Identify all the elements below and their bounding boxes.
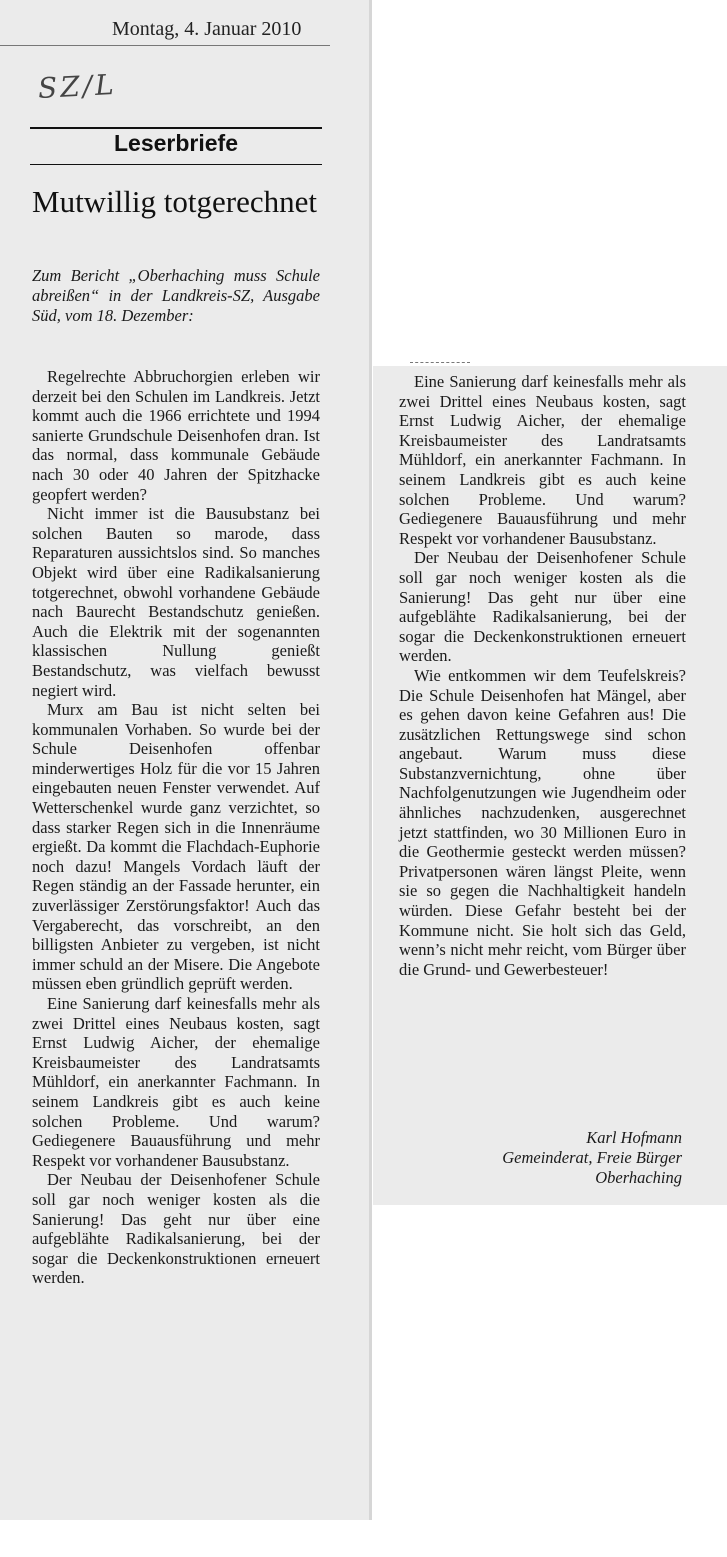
- article-column-left: [32, 367, 320, 1288]
- publication-date: Montag, 4. Januar 2010: [112, 18, 302, 40]
- author-name: Karl Hofmann: [586, 1128, 682, 1147]
- letter-signature: [399, 1128, 682, 1188]
- author-role: Gemeinderat, Freie Bürger: [502, 1148, 682, 1167]
- paragraph: Eine Sanierung darf keinesfalls mehr als zwei Drittel eines Neubaus kosten, sagt Ernst Ludwig Aicher, der ehemalige Kreisbaumeister des Landratsamts Mühldorf, ein anerkannter Fachmann. In seinem Landkreis gibt es auch keine solchen Probleme. Und warum? Gediegenere Bauausführung und mehr Respekt vor vorhandener Bausubstanz.: [32, 994, 320, 1170]
- article-column-right: [399, 372, 686, 979]
- section-title: Leserbriefe: [113, 130, 238, 156]
- paragraph: Murx am Bau ist nicht selten bei kommunalen Vorhaben. So wurde bei der Schule Deisenhofen offenbar minderwertiges Holz für die vor 15 Jahren eingebauten neuen Fenster verwendet. Auf Wetterschenkel wurde ganz verzichtet, so dass starker Regen sich in die Innenräume ergießt. Da kommt die Flachdach-Euphorie noch dazu! Mangels Vordach läuft der Regen ständig an der Fassade herunter, ein zuverlässiger Zerstörungsfaktor! Auch das Vergaberecht, das vorschreibt, an den billigsten Anbieter zu vergeben, ist nicht immer schuld an der Misere. Die Angebote müssen eben gründlich geprüft werden.: [32, 700, 320, 994]
- section-rule-bottom: [30, 164, 322, 165]
- handwritten-note: SZ/L: [37, 67, 118, 106]
- clipping-edge: [369, 0, 372, 1520]
- cut-line: [410, 362, 470, 366]
- paragraph: Wie entkommen wir dem Teufelskreis? Die Schule Deisenhofen hat Mängel, aber es gehen davon keine Gefahren aus! Die zusätzlichen Rettungswege sind schon angebaut. Warum muss diese Substanzvernichtung, ohne über Nachfolgenutzungen wie Jugendheim oder ähnliches nachzudenken, ausgerechnet jetzt stattfinden, wo 30 Millionen Euro in die Geothermie gesteckt werden müssen? Privatpersonen wären längst Pleite, wenn sie so gegen die Nachhaltigkeit handeln würden. Diese Gefahr besteht bei der Kommune nicht. Sie holt sich das Geld, wenn’s nicht mehr reicht, vom Bürger über die Grund- und Gewerbesteuer!: [399, 665, 686, 979]
- paragraph: Der Neubau der Deisenhofener Schule soll gar noch weniger kosten als die Sanierung! Das geht nur über eine aufgeblähte Radikalsanierung, bei der sogar die Deckenkonstruktionen erneuert werden.: [399, 548, 686, 666]
- section-rule-top: [30, 127, 322, 129]
- paragraph: Der Neubau der Deisenhofener Schule soll gar noch weniger kosten als die Sanierung! Das geht nur über eine aufgeblähte Radikalsanierung, bei der sogar die Deckenkonstruktionen erneuert werden.: [32, 1170, 320, 1288]
- date-rule: [0, 45, 330, 46]
- author-place: Oberhaching: [595, 1168, 682, 1187]
- article-headline: Mutwillig totgerechnet: [32, 184, 317, 219]
- paragraph: Eine Sanierung darf keinesfalls mehr als zwei Drittel eines Neubaus kosten, sagt Ernst Ludwig Aicher, der ehemalige Kreisbaumeister des Landratsamts Mühldorf, ein anerkannter Fachmann. In seinem Landkreis gibt es auch keine solchen Probleme. Und warum? Gediegenere Bauausführung und mehr Respekt vor vorhandener Bausubstanz.: [399, 372, 686, 548]
- paragraph: Regelrechte Abbruchorgien erleben wir derzeit bei den Schulen im Landkreis. Jetzt kommt auch die 1966 errichtete und 1994 sanierte Grundschule Deisenhofen dran. Ist das normal, dass kommunale Gebäude nach 30 oder 40 Jahren der Spitzhacke geopfert werden?: [32, 367, 320, 504]
- paragraph: Nicht immer ist die Bausubstanz bei solchen Bauten so marode, dass Reparaturen aussichtslos sind. So manches Objekt wird über eine Radikalsanierung totgerechnet, obwohl vorhandene Gebäude nach Baurecht Bestandschutz genießen. Auch die Elektrik mit der sogenannten klassischen Nullung genießt Bestandschutz, was vielfach bewusst negiert wird.: [32, 504, 320, 700]
- article-intro: Zum Bericht „Oberhaching muss Schule abreißen“ in der Landkreis-SZ, Ausgabe Süd, vom 18. Dezember:: [32, 266, 320, 325]
